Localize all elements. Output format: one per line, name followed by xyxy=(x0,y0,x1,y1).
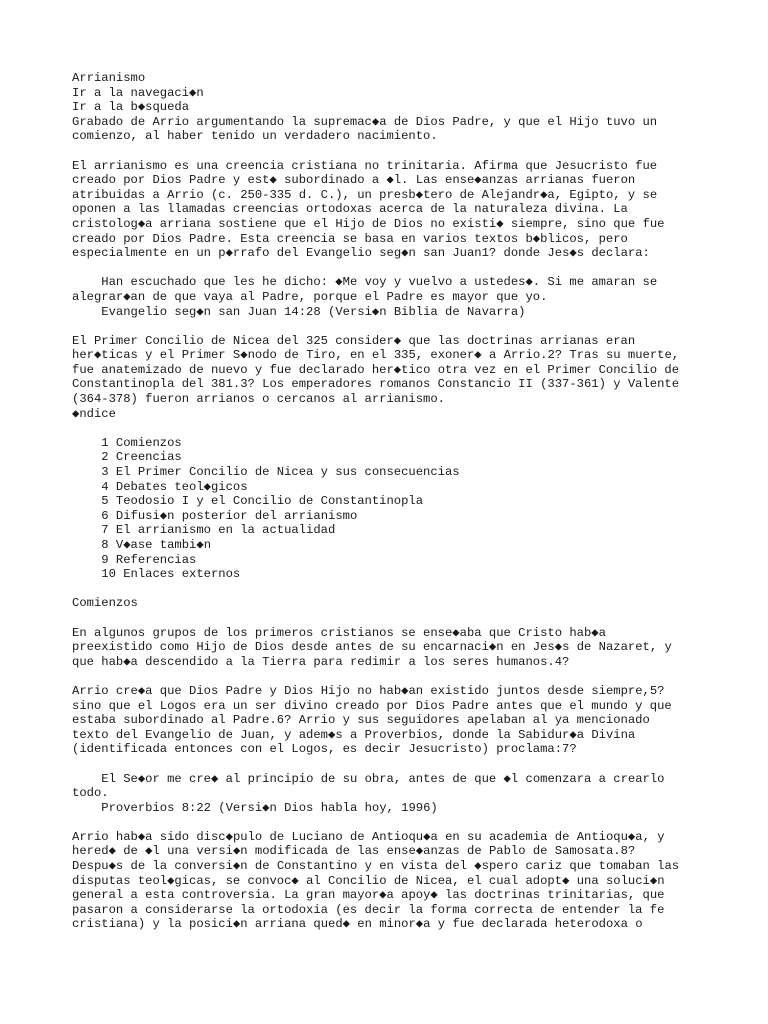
spacer xyxy=(72,261,712,276)
skip-to-search-link[interactable]: Ir a la b◆squeda xyxy=(72,100,190,115)
toc-item-actualidad[interactable]: 7 El arrianismo en la actualidad xyxy=(72,523,336,538)
text-line: preexistido como Hijo de Dios desde antes de su encarnaci◆n en Jes◆s de Nazaret, y xyxy=(72,640,672,655)
table-of-contents xyxy=(72,436,712,582)
caption-line: comienzo, al haber tenido un verdadero nacimiento. xyxy=(72,129,438,144)
intro-paragraph xyxy=(72,159,712,261)
toc-item-difusion[interactable]: 6 Difusi◆n posterior del arrianismo xyxy=(72,508,358,523)
toc-item-vease[interactable]: 8 V◆ase tambi◆n xyxy=(72,538,212,552)
spacer xyxy=(72,319,712,334)
concilio-paragraph xyxy=(72,334,712,422)
text-line: cristiana) y la posici◆n arriana qued◆ en minor◆a y fue declarada heterodoxa o xyxy=(72,917,643,932)
toc-item-creencias[interactable]: 2 Creencias xyxy=(72,450,182,465)
text-line: creado por Dios Padre y est◆ subordinado a ◆l. Las ense◆anzas arrianas fueron xyxy=(72,173,636,188)
text-line: Despu◆s de la conversi◆n de Constantino y en vista del ◆spero cariz que tomaban las xyxy=(72,859,680,874)
text-line: (364-378) fueron arrianos o cercanos al arrianismo. xyxy=(72,392,445,407)
skip-to-navigation-link[interactable]: Ir a la navegaci◆n xyxy=(72,85,204,100)
document-title: Arrianismo xyxy=(72,71,146,85)
document-page xyxy=(72,71,712,932)
text-line: creado por Dios Padre. Esta creencia se basa en varios textos b◆blicos, pero xyxy=(72,231,628,246)
text-line: estaba subordinado al Padre.6? Arrio y sus seguidores apelaban al ya mencionado xyxy=(72,713,650,728)
paragraph-1 xyxy=(72,626,712,670)
paragraph-2 xyxy=(72,684,712,757)
text-line: pasaron a considerarse la ortodoxia (es decir la forma correcta de entender la fe xyxy=(72,902,665,917)
quote-line: Han escuchado que les he dicho: ◆Me voy y vuelvo a ustedes◆. Si me amaran se xyxy=(72,275,658,290)
quote-proverbs xyxy=(72,772,712,816)
text-line: Arrio hab◆a sido disc◆pulo de Luciano de Antioqu◆a en su academia de Antioqu◆a, y xyxy=(72,829,665,844)
quote-line: El Se◆or me cre◆ al principio de su obra, antes de que ◆l comenzara a crearlo xyxy=(72,771,665,786)
text-line: general a esta controversia. La gran mayor◆a apoy◆ las doctrinas trinitarias, que xyxy=(72,888,665,903)
spacer xyxy=(72,669,712,684)
text-line: que hab◆a descendido a la Tierra para redimir a los seres humanos.4? xyxy=(72,654,570,669)
text-line: En algunos grupos de los primeros cristianos se ense◆aba que Cristo hab◆a xyxy=(72,625,606,640)
toc-item-debates[interactable]: 4 Debates teol◆gicos xyxy=(72,479,248,494)
text-line: her◆ticas y el Primer S◆nodo de Tiro, en el 335, exoner◆ a Arrio.2? Tras su muerte, xyxy=(72,348,680,363)
text-line: cristolog◆a arriana sostiene que el Hijo de Dios no existi◆ siempre, sino que fue xyxy=(72,216,665,231)
section-title: Comienzos xyxy=(72,596,138,611)
spacer xyxy=(72,582,712,597)
spacer xyxy=(72,144,712,159)
text-line: fue anatemizado de nuevo y fue declarado her◆tico otra vez en el Primer Concilio de xyxy=(72,362,680,377)
toc-item-referencias[interactable]: 9 Referencias xyxy=(72,552,197,567)
text-line: Constantinopla del 381.3? Los emperadores romanos Constancio II (337-361) y Valente xyxy=(72,377,680,392)
toc-item-enlaces[interactable]: 10 Enlaces externos xyxy=(72,567,241,582)
text-line: disputas teol◆gicas, se convoc◆ al Concilio de Nicea, el cual adopt◆ una soluci◆n xyxy=(72,873,665,888)
text-line: oponen a las llamadas creencias ortodoxas acerca de la naturaleza divina. La xyxy=(72,202,628,217)
text-line: texto del Evangelio de Juan, y adem◆s a Proverbios, donde la Sabidur◆a Divina xyxy=(72,727,636,742)
text-line: El Primer Concilio de Nicea del 325 consider◆ que las doctrinas arrianas eran xyxy=(72,333,636,348)
document-header xyxy=(72,71,712,115)
image-caption xyxy=(72,115,712,144)
spacer xyxy=(72,421,712,436)
quote-line: todo. xyxy=(72,786,109,801)
toc-item-concilio-nicea[interactable]: 3 El Primer Concilio de Nicea y sus consecuencias xyxy=(72,465,460,480)
spacer xyxy=(72,611,712,626)
toc-heading: ◆ndice xyxy=(72,406,116,421)
text-line: (identificada entonces con el Logos, es decir Jesucristo) proclama:7? xyxy=(72,742,577,757)
toc-item-comienzos[interactable]: 1 Comienzos xyxy=(72,435,182,450)
quote-line: alegrar◆an de que vaya al Padre, porque el Padre es mayor que yo. xyxy=(72,289,548,304)
spacer xyxy=(72,757,712,772)
text-line: sino que el Logos era un ser divino creado por Dios Padre antes que el mundo y que xyxy=(72,698,672,713)
text-line: atribuidas a Arrio (c. 250-335 d. C.), un presb◆tero de Alejandr◆a, Egipto, y se xyxy=(72,187,658,202)
caption-line: Grabado de Arrio argumentando la supremac◆a de Dios Padre, y que el Hijo tuvo un xyxy=(72,114,658,129)
text-line: Arrio cre◆a que Dios Padre y Dios Hijo no hab◆an existido juntos desde siempre,5? xyxy=(72,683,665,698)
spacer xyxy=(72,815,712,830)
quote-source: Evangelio seg◆n san Juan 14:28 (Versi◆n Biblia de Navarra) xyxy=(72,304,526,319)
quote-john xyxy=(72,275,712,319)
text-line: hered◆ de ◆l una versi◆n modificada de las ense◆anzas de Pablo de Samosata.8? xyxy=(72,844,636,859)
text-line: especialmente en un p◆rrafo del Evangelio seg◆n san Juan1? donde Jes◆s declara: xyxy=(72,246,650,261)
quote-source: Proverbios 8:22 (Versi◆n Dios habla hoy, 1996) xyxy=(72,800,438,815)
paragraph-3 xyxy=(72,830,712,932)
text-line: El arrianismo es una creencia cristiana no trinitaria. Afirma que Jesucristo fue xyxy=(72,158,658,173)
toc-item-teodosio[interactable]: 5 Teodosio I y el Concilio de Constantinopla xyxy=(72,494,424,509)
